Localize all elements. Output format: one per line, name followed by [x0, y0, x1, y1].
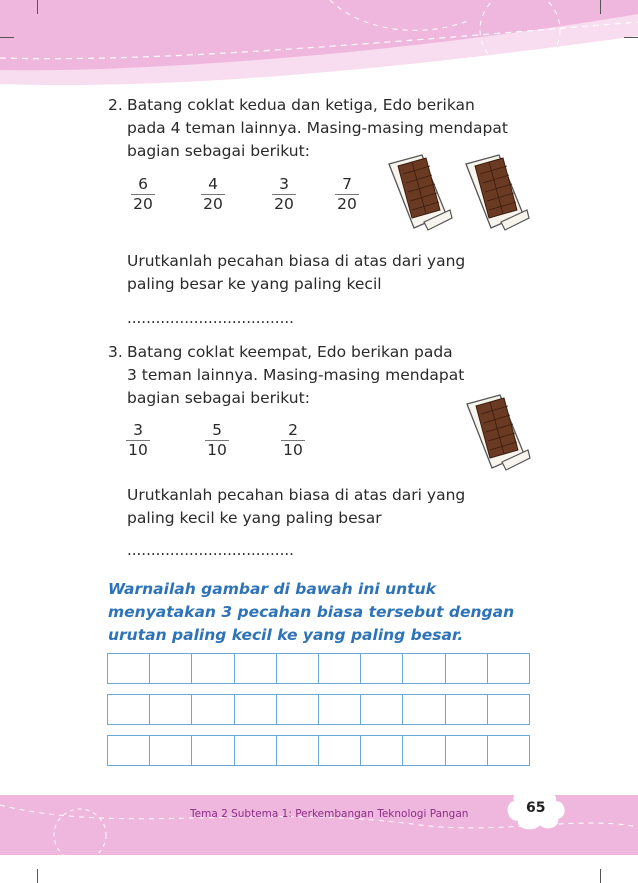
grid-cell[interactable]: [150, 654, 192, 683]
numerator: 3: [133, 421, 143, 439]
grid-cell[interactable]: [488, 654, 529, 683]
question-text-line: pada 4 teman lainnya. Masing-masing mendapat: [127, 119, 508, 137]
grid-cell[interactable]: [446, 654, 488, 683]
footer-theme-text: Tema 2 Subtema 1: Perkembangan Teknologi Pangan: [190, 808, 469, 820]
grid-cell[interactable]: [235, 736, 277, 765]
grid-cell[interactable]: [192, 736, 234, 765]
grid-cell[interactable]: [361, 736, 403, 765]
grid-cell[interactable]: [488, 736, 529, 765]
numerator: 5: [212, 421, 222, 439]
fraction: [273, 421, 313, 460]
chocolate-bar-icon: [461, 152, 531, 232]
grid-cell[interactable]: [319, 736, 361, 765]
answer-blank: ...................................: [127, 541, 294, 559]
numerator: 4: [208, 175, 218, 193]
crop-mark: [37, 0, 38, 14]
page-number: 65: [526, 800, 546, 816]
coloring-instruction-line: Warnailah gambar di bawah ini untuk: [108, 580, 436, 598]
fraction: [193, 175, 233, 214]
crop-mark: [624, 37, 638, 38]
instruction-line: Urutkanlah pecahan biasa di atas dari yang: [127, 252, 466, 270]
chocolate-bar-icon: [384, 152, 454, 232]
denominator: 20: [203, 195, 223, 213]
header-decoration: [0, 0, 638, 95]
question-text-line: 3 teman lainnya. Masing-masing mendapat: [127, 366, 465, 384]
grid-cell[interactable]: [446, 695, 488, 724]
grid-cell[interactable]: [192, 695, 234, 724]
instruction-line: Urutkanlah pecahan biasa di atas dari yang: [127, 486, 466, 504]
crop-mark: [600, 0, 601, 14]
grid-cell[interactable]: [446, 736, 488, 765]
grid-cell[interactable]: [277, 736, 319, 765]
fraction: [327, 175, 367, 214]
denominator: 20: [133, 195, 153, 213]
question-number: 3.: [108, 343, 123, 361]
fraction: [264, 175, 304, 214]
chocolate-bar-icon: [462, 392, 532, 472]
grid-cell[interactable]: [403, 695, 445, 724]
question-text-line: bagian sebagai berikut:: [127, 142, 310, 160]
grid-cell[interactable]: [361, 654, 403, 683]
grid-cell[interactable]: [319, 695, 361, 724]
instruction-line: paling besar ke yang paling kecil: [127, 275, 382, 293]
grid-cell[interactable]: [319, 654, 361, 683]
grid-cell[interactable]: [108, 654, 150, 683]
grid-cell[interactable]: [361, 695, 403, 724]
answer-blank: ...................................: [127, 309, 294, 327]
denominator: 10: [207, 441, 227, 459]
fraction: [118, 421, 158, 460]
instruction-line: paling kecil ke yang paling besar: [127, 509, 382, 527]
coloring-grid-row-2: [107, 694, 530, 725]
grid-cell[interactable]: [108, 695, 150, 724]
grid-cell[interactable]: [192, 654, 234, 683]
grid-cell[interactable]: [277, 695, 319, 724]
numerator: 7: [342, 175, 352, 193]
denominator: 20: [274, 195, 294, 213]
coloring-instruction-line: urutan paling kecil ke yang paling besar.: [108, 626, 464, 644]
coloring-instruction-line: menyatakan 3 pecahan biasa tersebut dengan: [108, 603, 515, 621]
grid-cell[interactable]: [150, 736, 192, 765]
grid-cell[interactable]: [277, 654, 319, 683]
grid-cell[interactable]: [235, 695, 277, 724]
numerator: 6: [138, 175, 148, 193]
grid-cell[interactable]: [488, 695, 529, 724]
grid-cell[interactable]: [235, 654, 277, 683]
denominator: 10: [283, 441, 303, 459]
grid-cell[interactable]: [403, 654, 445, 683]
numerator: 3: [279, 175, 289, 193]
denominator: 10: [128, 441, 148, 459]
question-text-line: Batang coklat kedua dan ketiga, Edo berikan: [127, 96, 475, 114]
crop-mark: [0, 37, 14, 38]
crop-mark: [600, 869, 601, 883]
grid-cell[interactable]: [150, 695, 192, 724]
numerator: 2: [288, 421, 298, 439]
fraction: [197, 421, 237, 460]
question-text-line: Batang coklat keempat, Edo berikan pada: [127, 343, 453, 361]
grid-cell[interactable]: [403, 736, 445, 765]
question-text-line: bagian sebagai berikut:: [127, 389, 310, 407]
coloring-grid-row-1: [107, 653, 530, 684]
crop-mark: [37, 869, 38, 883]
denominator: 20: [337, 195, 357, 213]
grid-cell[interactable]: [108, 736, 150, 765]
question-number: 2.: [108, 96, 123, 114]
coloring-grid-row-3: [107, 735, 530, 766]
fraction: [123, 175, 163, 214]
